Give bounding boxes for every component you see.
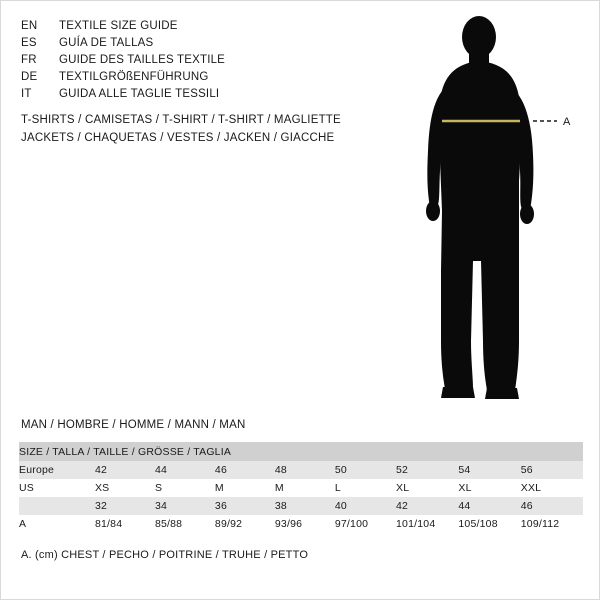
category-jackets: JACKETS / CHAQUETAS / VESTES / JACKEN / GIACCHE bbox=[21, 132, 335, 144]
cell-europe-7: 56 bbox=[521, 461, 583, 479]
cell-numeric-4: 40 bbox=[335, 497, 396, 515]
cell-a-5: 101/104 bbox=[396, 515, 458, 533]
cell-a-4: 97/100 bbox=[335, 515, 396, 533]
cell-europe-4: 50 bbox=[335, 461, 396, 479]
language-header-block bbox=[21, 18, 381, 103]
cell-us-4: L bbox=[335, 479, 396, 497]
body-silhouette-figure bbox=[411, 11, 591, 401]
size-table bbox=[19, 442, 583, 533]
table-title-man: MAN / HOMBRE / HOMME / MANN / MAN bbox=[21, 419, 246, 431]
cell-us-5: XL bbox=[396, 479, 458, 497]
language-row-fr bbox=[21, 52, 381, 69]
category-block bbox=[21, 111, 421, 147]
table-header-label: SIZE / TALLA / TAILLE / GRÖSSE / TAGLIA bbox=[19, 442, 583, 461]
language-text-es: GUÍA DE TALLAS bbox=[59, 37, 154, 49]
cell-a-6: 105/108 bbox=[458, 515, 520, 533]
cell-numeric-7: 46 bbox=[521, 497, 583, 515]
cell-numeric-2: 36 bbox=[215, 497, 275, 515]
cell-europe-3: 48 bbox=[275, 461, 335, 479]
language-text-de: TEXTILGRÖßENFÜHRUNG bbox=[59, 71, 209, 83]
cell-a-7: 109/112 bbox=[521, 515, 583, 533]
cell-us-3: M bbox=[275, 479, 335, 497]
footnote-chest-measure: A. (cm) CHEST / PECHO / POITRINE / TRUHE / PETTO bbox=[21, 549, 309, 561]
language-text-it: GUIDA ALLE TAGLIE TESSILI bbox=[59, 88, 220, 100]
row-label-us: US bbox=[19, 479, 95, 497]
cell-numeric-1: 34 bbox=[155, 497, 215, 515]
language-text-en: TEXTILE SIZE GUIDE bbox=[59, 20, 178, 32]
cell-us-6: XL bbox=[458, 479, 520, 497]
table-row bbox=[19, 515, 583, 533]
row-label-europe: Europe bbox=[19, 461, 95, 479]
category-tshirts: T-SHIRTS / CAMISETAS / T-SHIRT / T-SHIRT / MAGLIETTE bbox=[21, 114, 341, 126]
cell-a-3: 93/96 bbox=[275, 515, 335, 533]
language-row-en bbox=[21, 18, 381, 35]
language-row-es bbox=[21, 35, 381, 52]
cell-europe-6: 54 bbox=[458, 461, 520, 479]
language-code-en: EN bbox=[21, 20, 38, 32]
cell-europe-5: 52 bbox=[396, 461, 458, 479]
cell-us-7: XXL bbox=[521, 479, 583, 497]
language-row-it bbox=[21, 86, 381, 103]
cell-numeric-5: 42 bbox=[396, 497, 458, 515]
row-label-a: A bbox=[19, 515, 95, 533]
language-code-de: DE bbox=[21, 71, 38, 83]
cell-a-2: 89/92 bbox=[215, 515, 275, 533]
measure-label-a: A bbox=[563, 116, 571, 128]
cell-us-0: XS bbox=[95, 479, 155, 497]
table-row bbox=[19, 461, 583, 479]
language-code-fr: FR bbox=[21, 54, 37, 66]
cell-europe-0: 42 bbox=[95, 461, 155, 479]
cell-numeric-6: 44 bbox=[458, 497, 520, 515]
cell-numeric-3: 38 bbox=[275, 497, 335, 515]
cell-europe-2: 46 bbox=[215, 461, 275, 479]
row-label-numeric bbox=[19, 497, 95, 515]
silhouette-icon bbox=[411, 11, 591, 401]
table-row bbox=[19, 479, 583, 497]
cell-numeric-0: 32 bbox=[95, 497, 155, 515]
cell-europe-1: 44 bbox=[155, 461, 215, 479]
cell-a-0: 81/84 bbox=[95, 515, 155, 533]
table-row bbox=[19, 497, 583, 515]
language-row-de bbox=[21, 69, 381, 86]
language-code-it: IT bbox=[21, 88, 32, 100]
language-code-es: ES bbox=[21, 37, 37, 49]
cell-us-2: M bbox=[215, 479, 275, 497]
cell-us-1: S bbox=[155, 479, 215, 497]
language-text-fr: GUIDE DES TAILLES TEXTILE bbox=[59, 54, 226, 66]
cell-a-1: 85/88 bbox=[155, 515, 215, 533]
table-header-row bbox=[19, 442, 583, 461]
